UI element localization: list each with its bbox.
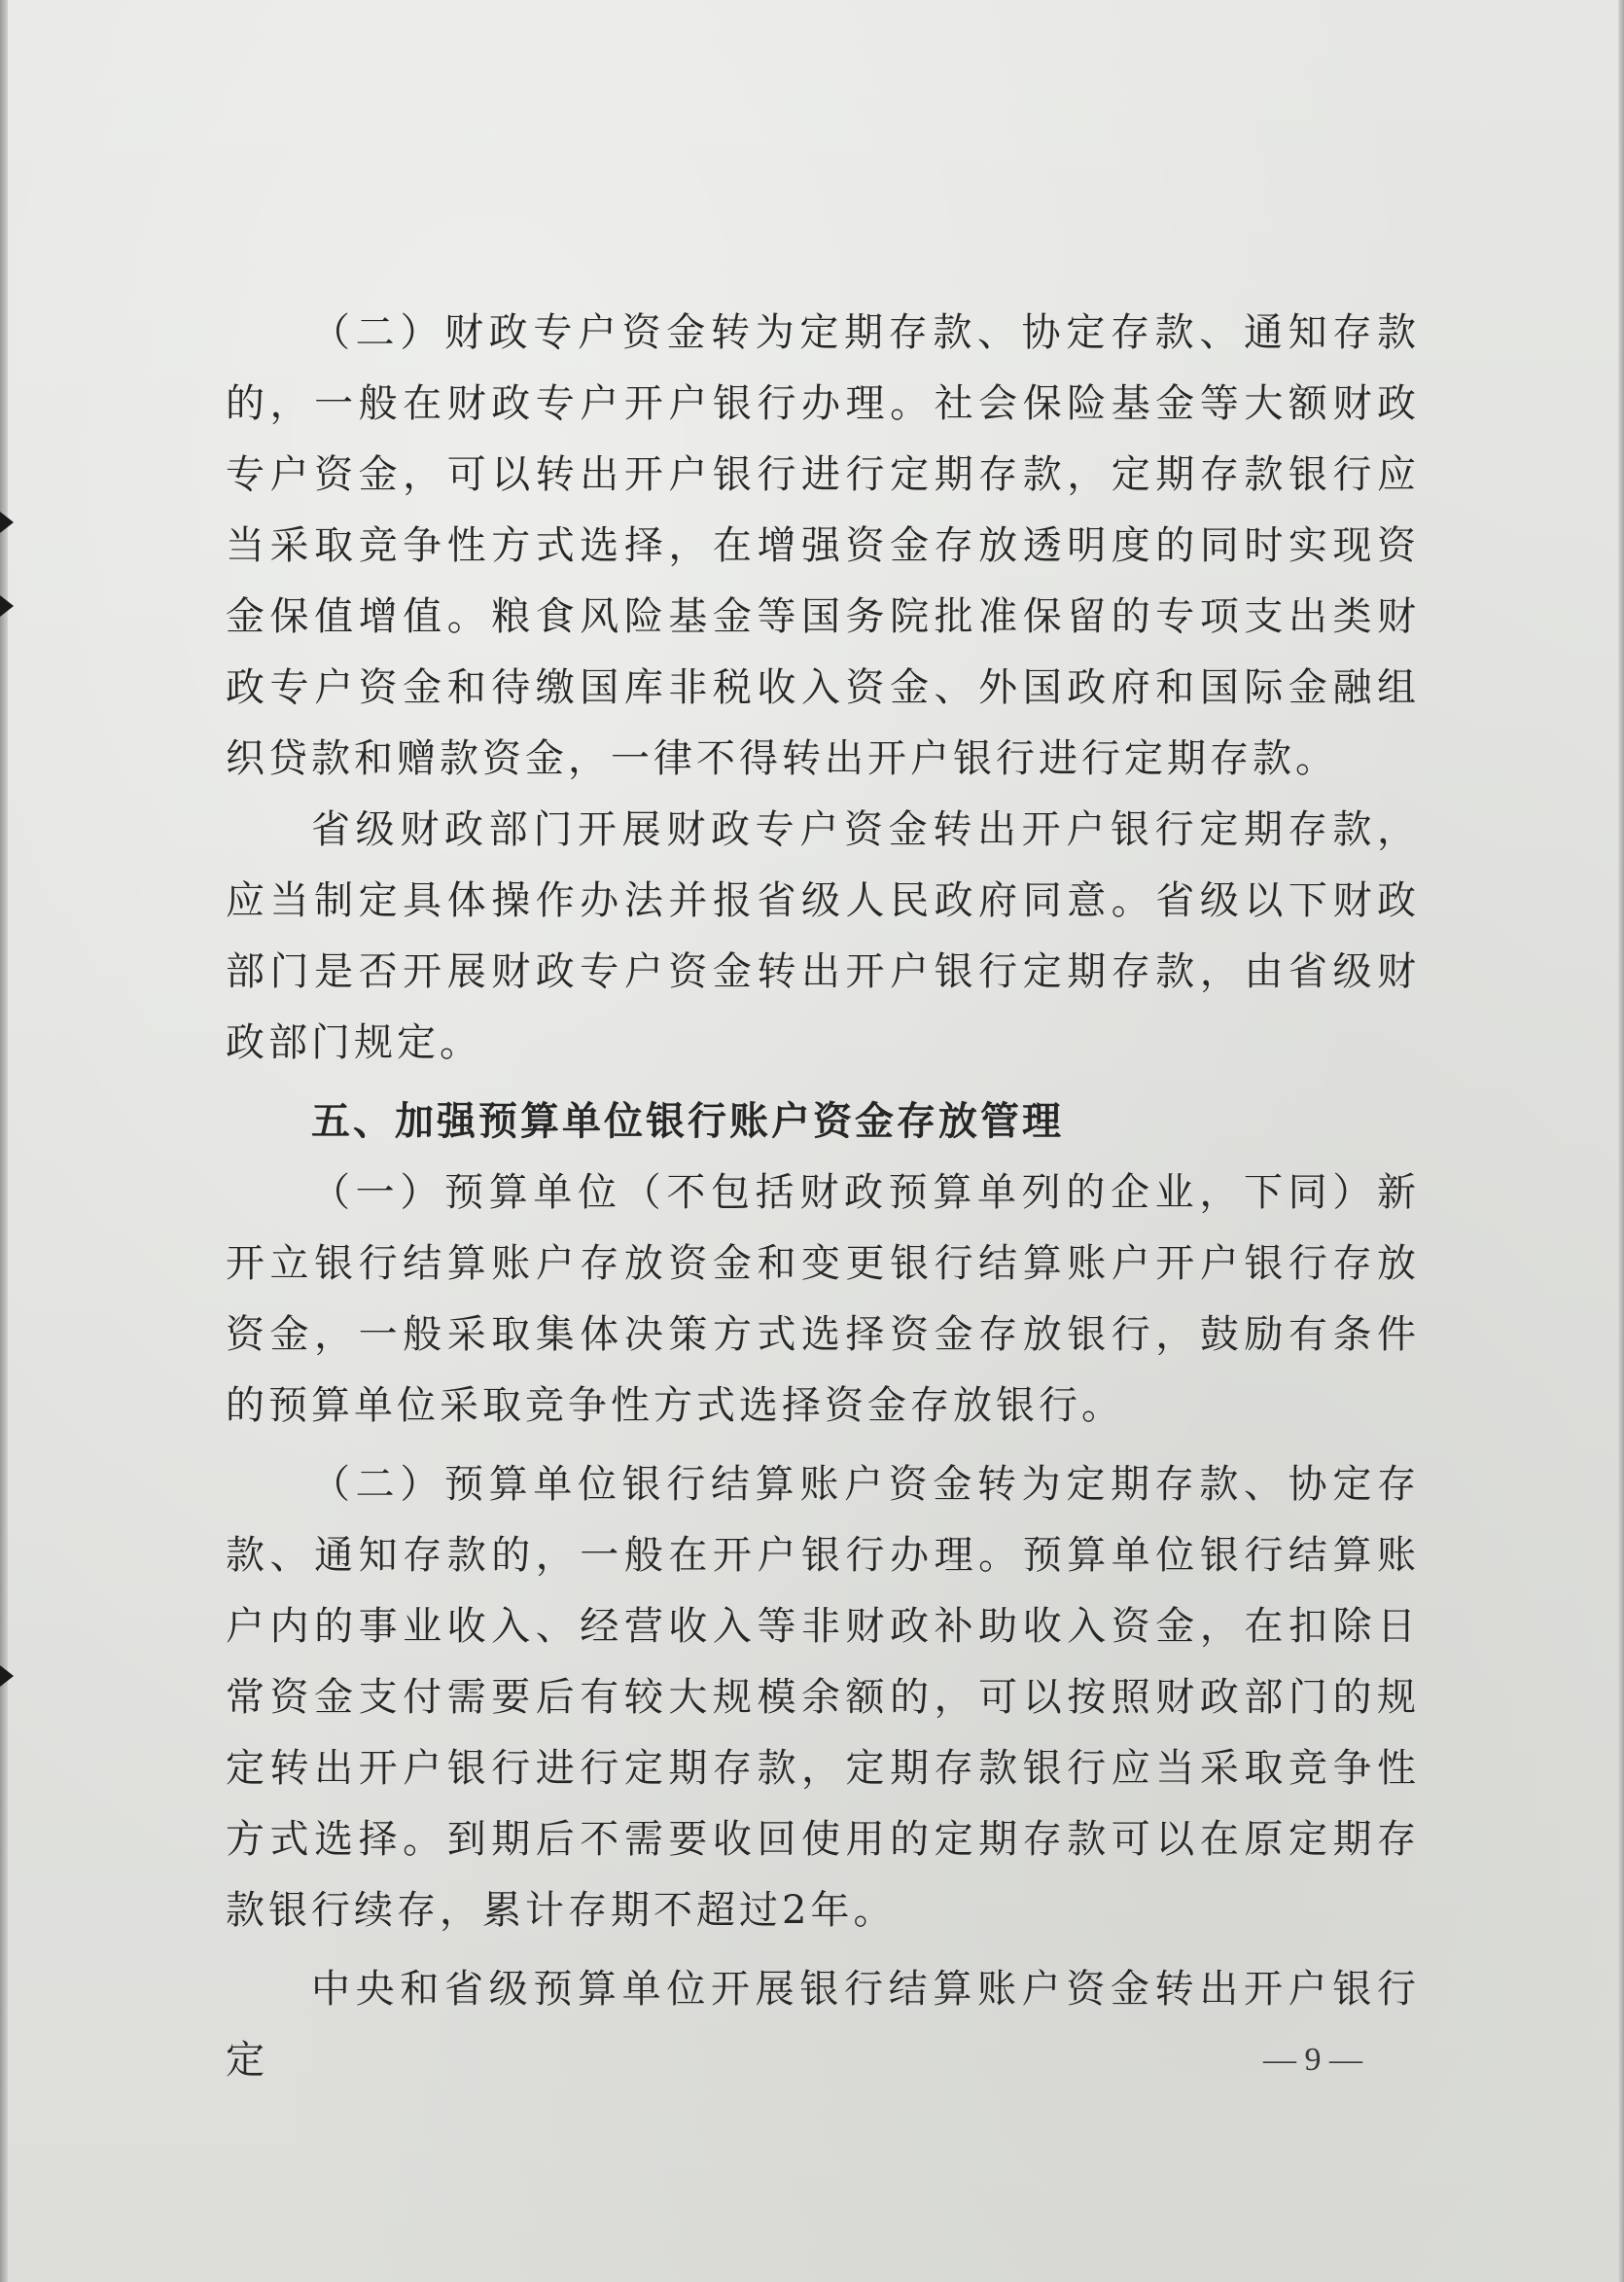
section-heading-five: 五、加强预算单位银行账户资金存放管理 <box>311 1099 1064 1144</box>
page-right-edge <box>1618 0 1624 2282</box>
page-number: — 9 — <box>1263 2042 1362 2078</box>
paragraph-budget-unit-deposits: （二）预算单位银行结算账户资金转为定期存款、协定存款、通知存款的，一般在开户银行办理。预算单位银行结算账户内的事业收入、经营收入等非财政补助收入资金，在扣除日常资金支付需要后有较大规模余额的，可以按照财政部门的规定转出开户银行进行定期存款，定期存款银行应当采取竞争性方式选择。到期后不需要收回使用的定期存款可以在原定期存款银行续存，累计存期不超过2年。 <box>226 1462 1420 1933</box>
document-body <box>226 298 1420 2096</box>
spacer <box>226 1946 1420 1954</box>
paragraph-fiscal-account-deposits: （二）财政专户资金转为定期存款、协定存款、通知存款的，一般在财政专户开户银行办理。社会保险基金等大额财政专户资金，可以转出开户银行进行定期存款，定期存款银行应当采取竞争性方式选择，在增强资金存放透明度的同时实现资金保值增值。粮食风险基金等国务院批准保留的专项支出类财政专户资金和待缴国库非税收入资金、外国政府和国际金融组织贷款和赠款资金，一律不得转出开户银行进行定期存款。 <box>226 310 1420 781</box>
paragraph-provincial-procedures: 省级财政部门开展财政专户资金转出开户银行定期存款，应当制定具体操作办法并报省级人民政府同意。省级以下财政部门是否开展财政专户资金转出开户银行定期存款，由省级财政部门规定。 <box>226 807 1420 1065</box>
spacer <box>226 1079 1420 1087</box>
paragraph-budget-unit-bank-selection: （一）预算单位（不包括财政预算单列的企业，下同）新开立银行结算账户存放资金和变更银行结算账户开户银行存放资金，一般采取集体决策方式选择资金存放银行，鼓励有条件的预算单位采取竞争性方式选择资金存放银行。 <box>226 1170 1420 1428</box>
spacer <box>226 1442 1420 1449</box>
paragraph-central-provincial-units: 中央和省级预算单位开展银行结算账户资金转出开户银行定 <box>226 1967 1420 2083</box>
page-left-edge <box>0 0 8 2282</box>
